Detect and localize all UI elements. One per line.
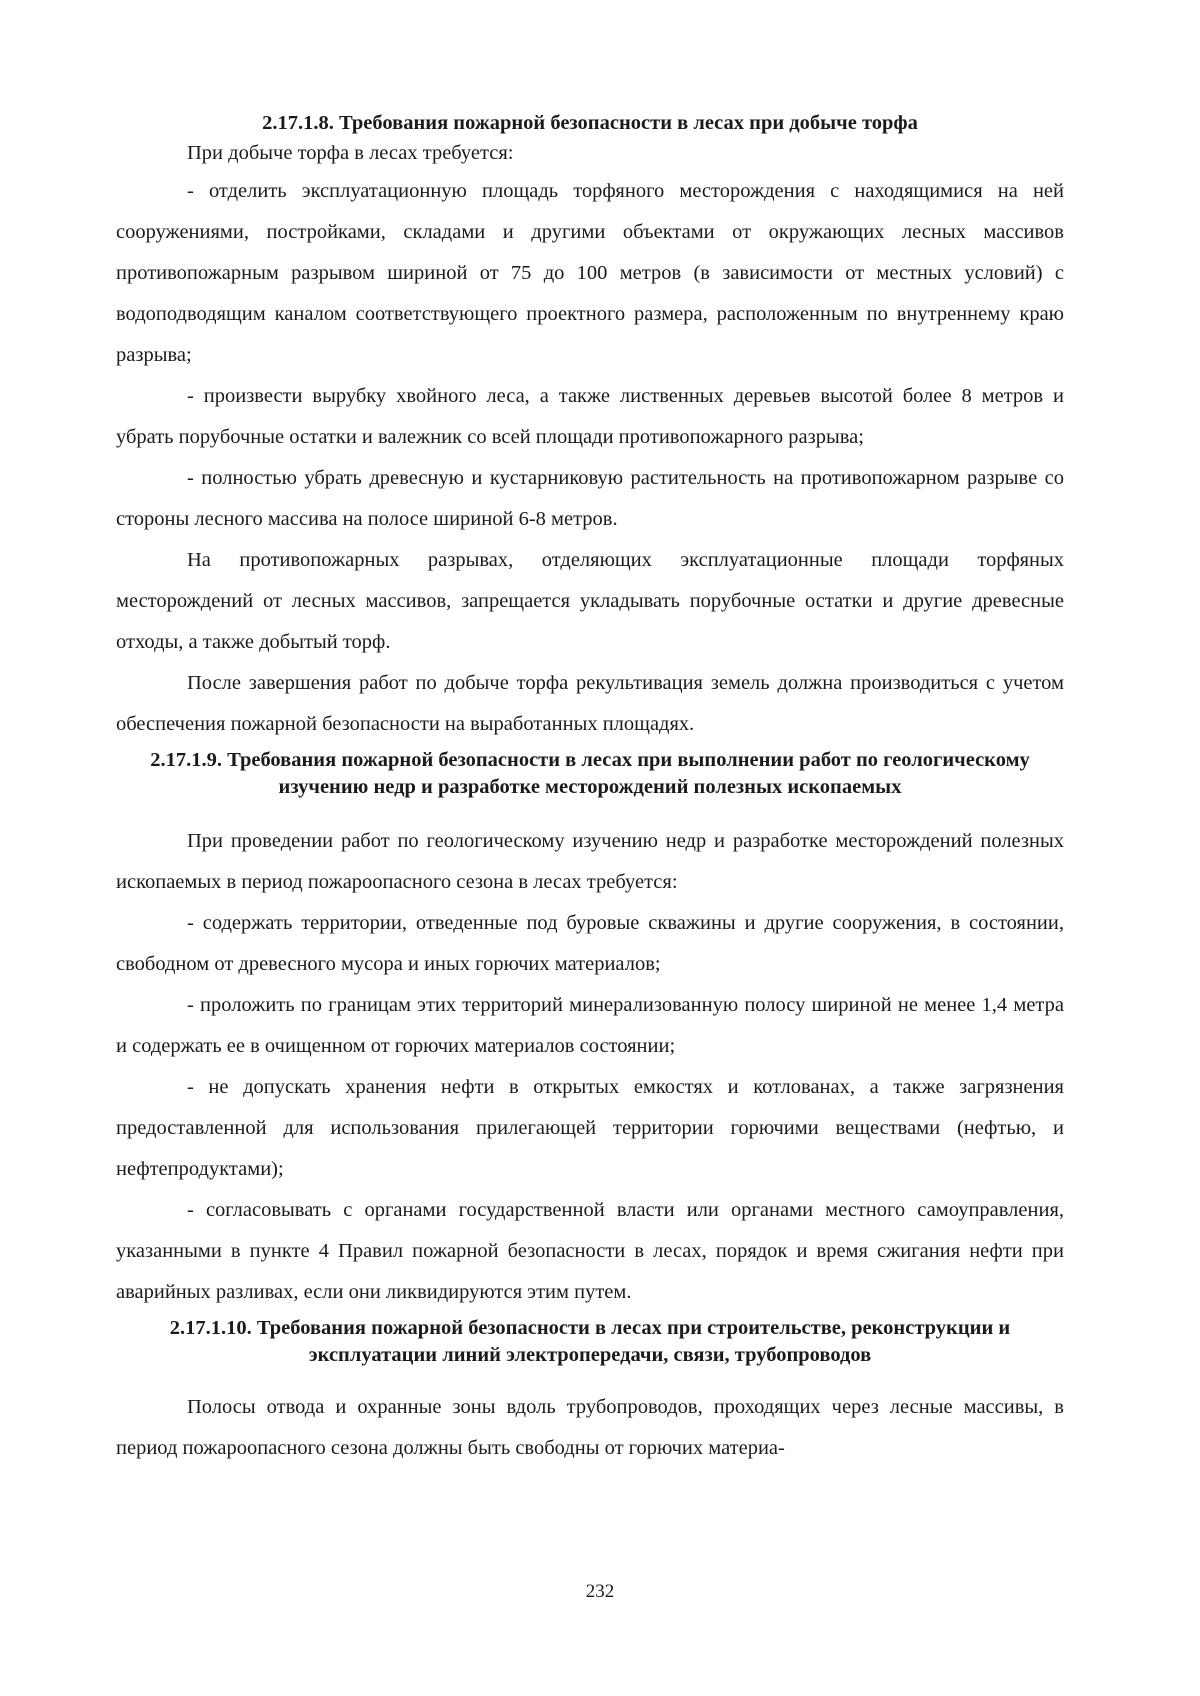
paragraph: - согласовывать с органами государственной власти или органами местного самоуправления, указанными в пункте 4 Правил пожарной безопасности в лесах, порядок и время сжигания нефти при аварийных разливах, если они ликвидируются этим путем. (116, 1199, 1064, 1303)
paragraph: - полностью убрать древесную и кустарниковую растительность на противопожарном разрыве со стороны лесного массива на полосе шириной 6-8 метров. (116, 467, 1064, 530)
paragraph: При добыче торфа в лесах требуется: (187, 142, 514, 164)
document-page (116, 110, 1064, 1469)
paragraph: - произвести вырубку хвойного леса, а также лиственных деревьев высотой более 8 метров и убрать порубочные остатки и валежник со всей площади противопожарного разрыва; (116, 385, 1064, 448)
paragraph: - содержать территории, отведенные под буровые скважины и другие сооружения, в состоянии, свободном от древесного мусора и иных горючих материалов; (116, 912, 1064, 975)
paragraph: На противопожарных разрывах, отделяющих эксплуатационные площади торфяных месторождений от лесных массивов, запрещается укладывать порубочные остатки и другие древесные отходы, а также добытый торф. (116, 549, 1064, 653)
section-heading: 2.17.1.9. Требования пожарной безопасности в лесах при выполнении работ по геологическому изучению недр и разработке месторождений полезных ископаемых (150, 749, 1030, 798)
paragraph: При проведении работ по геологическому изучению недр и разработке месторождений полезных ископаемых в период пожароопасного сезона в лесах требуется: (116, 830, 1064, 893)
paragraph: После завершения работ по добыче торфа рекультивация земель должна производиться с учетом обеспечения пожарной безопасности на выработанных площадях. (116, 672, 1064, 735)
paragraph: - проложить по границам этих территорий минерализованную полосу шириной не менее 1,4 метра и содержать ее в очищенном от горючих материалов состоянии; (116, 994, 1064, 1057)
paragraph: Полосы отвода и охранные зоны вдоль трубопроводов, проходящих через лесные массивы, в период пожароопасного сезона должны быть свободны от горючих материа- (116, 1396, 1064, 1459)
section-heading: 2.17.1.8. Требования пожарной безопасности в лесах при добыче торфа (262, 112, 918, 134)
page-number: 232 (585, 1581, 615, 1602)
paragraph: - не допускать хранения нефти в открытых емкостях и котлованах, а также загрязнения предоставленной для использования прилегающей территории горючими веществами (нефтью, и нефтепродуктами); (116, 1076, 1064, 1180)
paragraph: - отделить эксплуатационную площадь торфяного месторождения с находящимися на ней сооружениями, постройками, складами и другими объектами от окружающих лесных массивов противопожарным разрывом шириной от 75 до 100 метров (в зависимости от местных условий) с водоподводящим каналом соответствующего проектного размера, расположенным по внутреннему краю разрыва; (116, 180, 1064, 366)
section-heading: 2.17.1.10. Требования пожарной безопасности в лесах при строительстве, реконструкции и эксплуатации линий электропередачи, связи, трубопроводов (169, 1317, 1011, 1366)
